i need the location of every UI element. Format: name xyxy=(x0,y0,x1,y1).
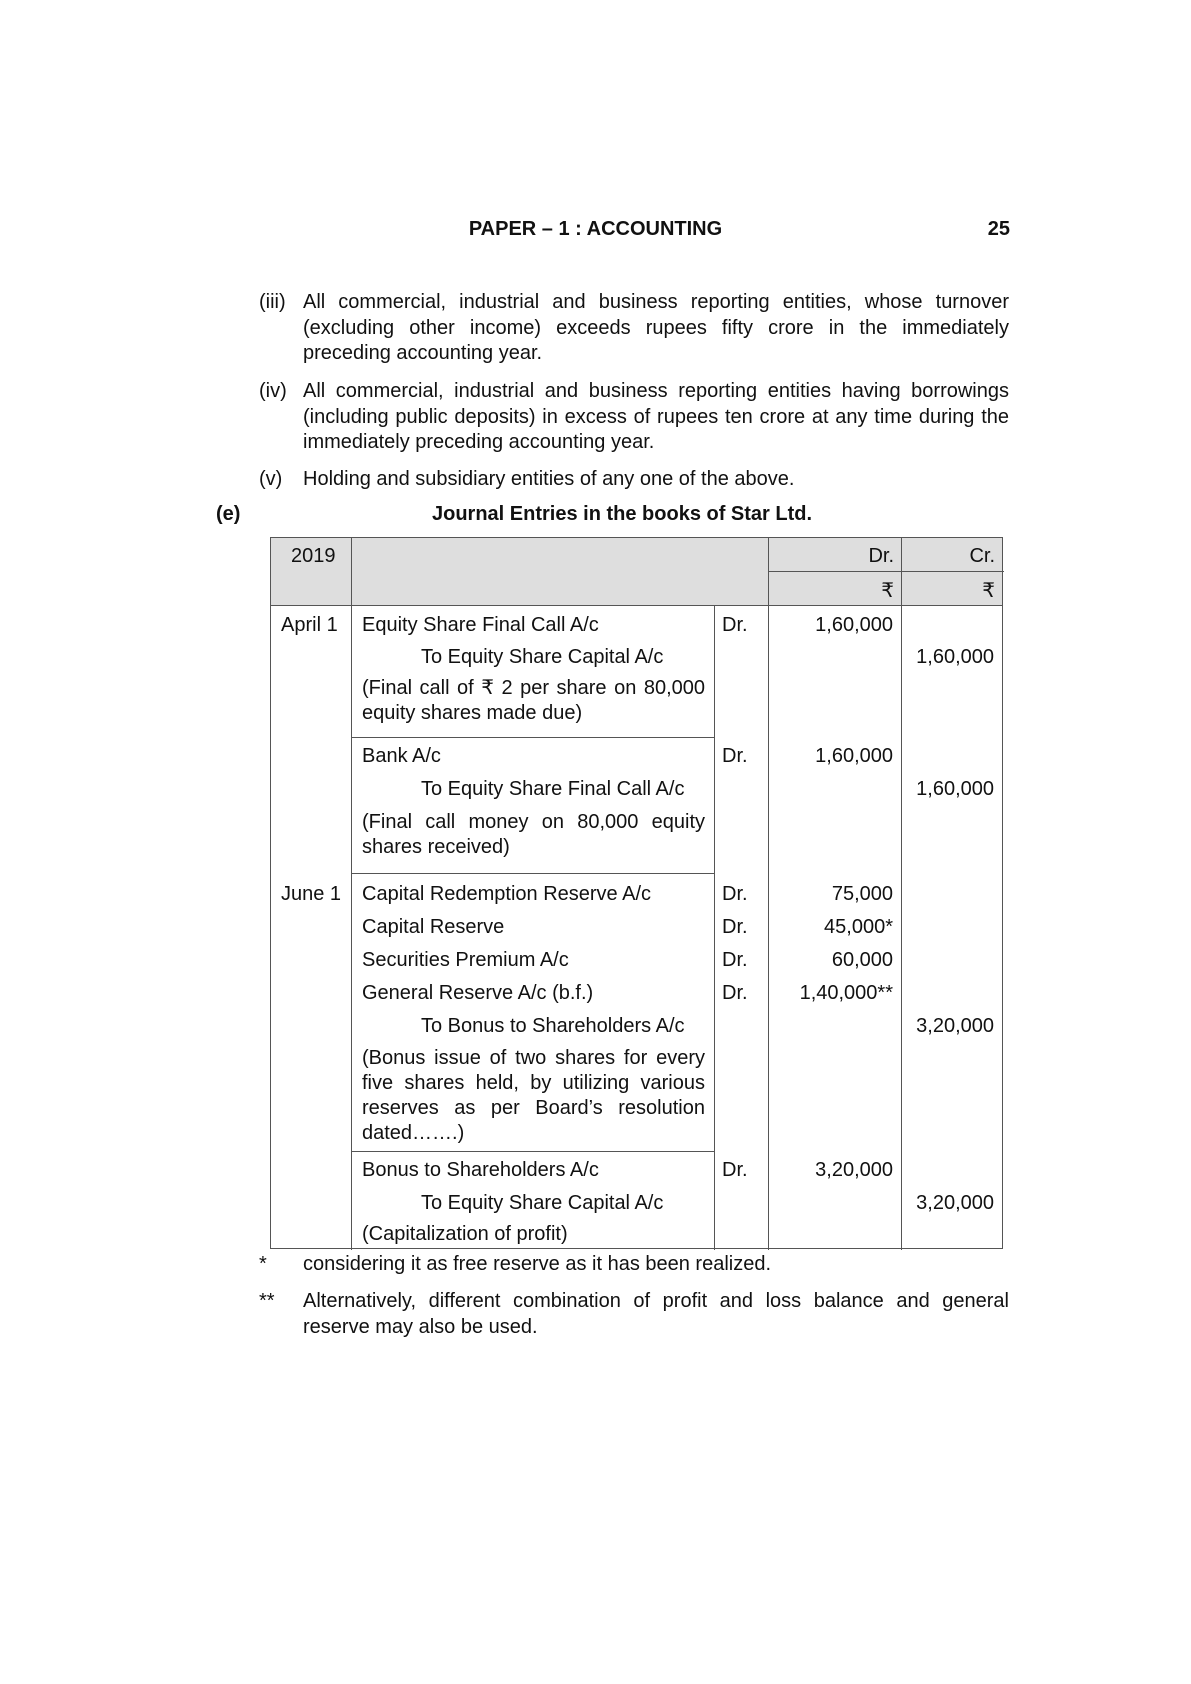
narration: (Capitalization of profit) xyxy=(362,1223,568,1245)
narration: (Bonus issue of two shares for every five shares held, by utilizing various reserves as per Board’s resolution dated…….) xyxy=(362,1047,705,1144)
debit-amount: 1,60,000 xyxy=(815,745,893,767)
header-dr-currency: ₹ xyxy=(881,580,894,602)
list-marker: (iii) xyxy=(259,291,286,313)
debit-amount: 75,000 xyxy=(831,883,893,905)
list-item-text: Holding and subsidiary entities of any one of the above. xyxy=(303,468,795,490)
entry-divider xyxy=(351,1151,715,1152)
header-year: 2019 xyxy=(291,545,336,567)
section-label: (e) xyxy=(216,503,241,525)
account-name: General Reserve A/c (b.f.) xyxy=(362,982,594,1004)
credit-column-line xyxy=(901,538,902,1250)
debit-amount: 1,60,000 xyxy=(815,614,893,636)
debit-amount: 45,000* xyxy=(824,916,893,938)
list-item-text: All commercial, industrial and business reporting entities, whose turnover (excluding other income) exceeds rupees fifty crore in the immediately preceding accounting year. xyxy=(303,291,1009,364)
header-divider-line xyxy=(769,571,1004,572)
drcr-column-line xyxy=(714,605,715,1250)
account-name: Capital Reserve xyxy=(362,916,505,938)
footnote xyxy=(259,1252,1009,1278)
list-marker: (v) xyxy=(259,468,283,490)
debit-amount: 1,40,000** xyxy=(799,982,893,1004)
drcr-marker: Dr. xyxy=(722,949,748,971)
page-number: 25 xyxy=(987,218,1010,240)
credit-amount: 1,60,000 xyxy=(916,778,994,800)
account-name: To Equity Share Capital A/c xyxy=(421,1192,664,1214)
header-cr-currency: ₹ xyxy=(982,580,995,602)
account-name: Securities Premium A/c xyxy=(362,949,569,971)
section-title: Journal Entries in the books of Star Ltd. xyxy=(432,503,813,525)
drcr-marker: Dr. xyxy=(722,614,748,636)
account-name: To Bonus to Shareholders A/c xyxy=(421,1015,685,1037)
debit-amount: 60,000 xyxy=(831,949,893,971)
credit-amount: 3,20,000 xyxy=(916,1192,994,1214)
footnote-marker: ** xyxy=(259,1290,275,1312)
header-dr: Dr. xyxy=(868,545,894,567)
date-column-line xyxy=(351,538,352,1250)
footnote-text: Alternatively, different combination of profit and loss balance and general reserve may also be used. xyxy=(303,1290,1009,1338)
drcr-marker: Dr. xyxy=(722,1159,748,1181)
list-item-text: All commercial, industrial and business reporting entities having borrowings (including public deposits) in excess of rupees ten crore at any time during the immediately preceding accounting year. xyxy=(303,380,1009,453)
list-item xyxy=(259,467,1009,493)
header-cr: Cr. xyxy=(969,545,995,567)
entry-date: June 1 xyxy=(281,883,342,905)
account-name: To Equity Share Capital A/c xyxy=(421,646,664,668)
list-item xyxy=(259,290,1009,367)
credit-amount: 3,20,000 xyxy=(916,1015,994,1037)
narration: (Final call money on 80,000 equity shares received) xyxy=(362,811,705,858)
account-name: Capital Redemption Reserve A/c xyxy=(362,883,652,905)
list-item xyxy=(259,379,1009,456)
account-name: Equity Share Final Call A/c xyxy=(362,614,599,636)
account-name: To Equity Share Final Call A/c xyxy=(421,778,685,800)
credit-amount: 1,60,000 xyxy=(916,646,994,668)
drcr-marker: Dr. xyxy=(722,883,748,905)
footnote xyxy=(259,1289,1009,1340)
entry-divider xyxy=(351,737,715,738)
debit-amount: 3,20,000 xyxy=(815,1159,893,1181)
drcr-marker: Dr. xyxy=(722,745,748,767)
header-bottom-line xyxy=(271,605,1002,606)
entry-date: April 1 xyxy=(281,614,338,636)
narration: (Final call of ₹ 2 per share on 80,000 equity shares made due) xyxy=(362,677,705,724)
list-marker: (iv) xyxy=(259,380,287,402)
entry-divider xyxy=(351,873,715,874)
journal-table xyxy=(270,537,1003,1249)
account-name: Bank A/c xyxy=(362,745,441,767)
drcr-marker: Dr. xyxy=(722,982,748,1004)
footnote-marker: * xyxy=(259,1253,267,1275)
header-cell-particulars xyxy=(352,538,769,606)
account-name: Bonus to Shareholders A/c xyxy=(362,1159,599,1181)
page-header-title: PAPER – 1 : ACCOUNTING xyxy=(468,218,723,240)
footnote-text: considering it as free reserve as it has been realized. xyxy=(303,1253,772,1275)
drcr-marker: Dr. xyxy=(722,916,748,938)
